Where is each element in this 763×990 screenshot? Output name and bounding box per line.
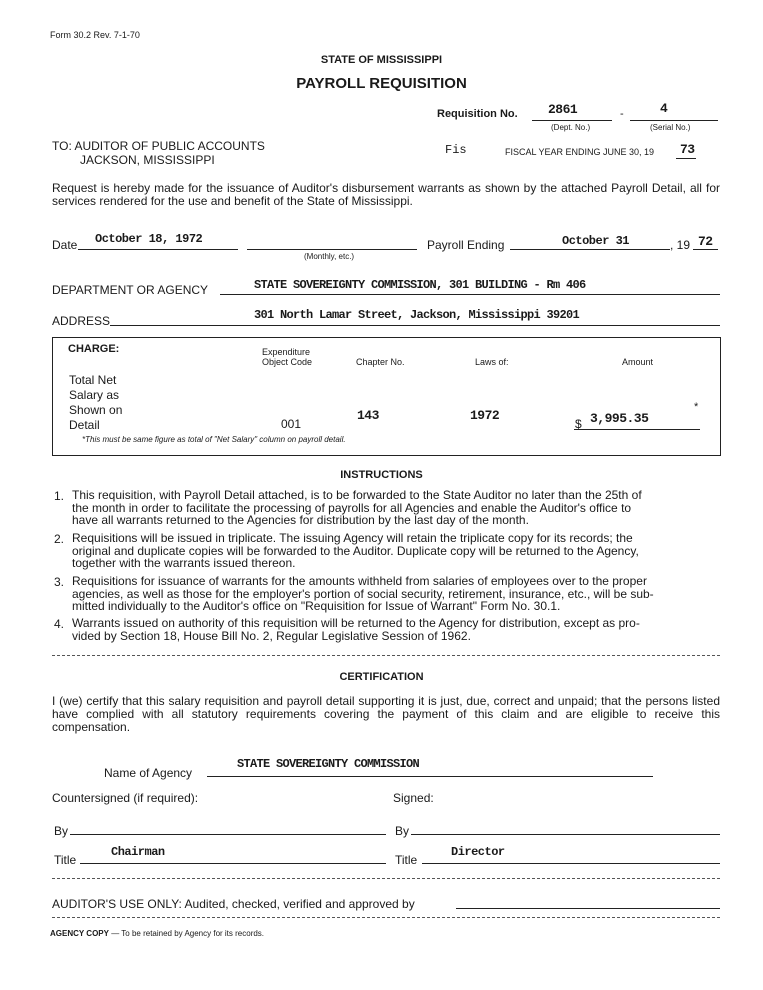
period-line bbox=[247, 249, 417, 250]
left-by-line[interactable] bbox=[70, 834, 386, 835]
auditor-use-label: AUDITOR'S USE ONLY: Audited, checked, verified and approved by bbox=[52, 897, 415, 911]
left-title-line bbox=[80, 863, 386, 864]
address-label: ADDRESS bbox=[52, 314, 111, 328]
left-title-value[interactable]: Chairman bbox=[111, 845, 165, 859]
serial-no-line bbox=[630, 120, 718, 121]
requisition-label: Requisition No. bbox=[437, 108, 518, 120]
certification-divider bbox=[52, 878, 720, 879]
instruction-1 bbox=[72, 489, 720, 527]
payroll-ending-label: Payroll Ending bbox=[427, 238, 505, 252]
dollar-sign: $ bbox=[575, 417, 582, 431]
amount-line bbox=[574, 429, 700, 430]
fis-text: Fis bbox=[445, 143, 467, 157]
instruction-2-line-1: Requisitions will be issued in triplicate. The issuing Agency will retain the triplicate copy for its records; the bbox=[72, 531, 633, 545]
row-label-3: Shown on bbox=[69, 403, 123, 417]
serial-no-value[interactable]: 4 bbox=[660, 101, 668, 116]
dept-no-caption: (Dept. No.) bbox=[551, 123, 591, 132]
department-line bbox=[220, 294, 720, 295]
instruction-3-line-2: agencies, as well as those for the employer's portion of social security, retirement, insurance, etc., will be sub- bbox=[72, 586, 654, 601]
fiscal-year-label: FISCAL YEAR ENDING JUNE 30, 19 bbox=[505, 147, 655, 157]
instruction-2-line-3: together with the warrants issued thereon. bbox=[72, 556, 296, 571]
auditor-divider bbox=[52, 917, 720, 918]
instruction-2-line-2: original and duplicate copies will be forwarded to the Auditor. Duplicate copy will be returned to the Agency, bbox=[72, 543, 639, 558]
serial-no-caption: (Serial No.) bbox=[650, 123, 691, 132]
instructions-divider bbox=[52, 655, 720, 656]
department-value[interactable]: STATE SOVEREIGNTY COMMISSION, 301 BUILDING - Rm 406 bbox=[254, 278, 586, 292]
department-label: DEPARTMENT OR AGENCY bbox=[52, 283, 209, 297]
to-line-2: JACKSON, MISSISSIPPI bbox=[80, 153, 215, 167]
right-by-label: By bbox=[395, 824, 410, 838]
chapter-no-value[interactable]: 143 bbox=[357, 408, 379, 423]
right-by-line[interactable] bbox=[411, 834, 720, 835]
instructions-heading: INSTRUCTIONS bbox=[340, 469, 423, 481]
payroll-year-prefix: , 19 bbox=[670, 238, 691, 252]
row-label-2: Salary as bbox=[69, 388, 120, 402]
form-number: Form 30.2 Rev. 7-1-70 bbox=[50, 30, 140, 40]
agency-copy-note bbox=[50, 929, 264, 938]
right-title-value[interactable]: Director bbox=[451, 845, 505, 859]
instruction-3-number: 3. bbox=[54, 575, 65, 589]
auditor-line[interactable] bbox=[456, 908, 720, 909]
instruction-4 bbox=[72, 617, 720, 642]
instruction-1-number: 1. bbox=[54, 489, 65, 503]
row-label-1: Total Net bbox=[69, 373, 117, 387]
instruction-3 bbox=[72, 575, 720, 613]
countersigned-label: Countersigned (if required): bbox=[52, 791, 199, 805]
signed-label: Signed: bbox=[393, 791, 434, 805]
date-label: Date bbox=[52, 238, 78, 252]
page-title: PAYROLL REQUISITION bbox=[296, 75, 467, 92]
laws-of-value[interactable]: 1972 bbox=[470, 408, 500, 423]
instruction-1-line-3: have all warrants returned to the Agencies for distribution by the last day of the month. bbox=[72, 513, 529, 528]
payroll-year-value[interactable]: 72 bbox=[698, 234, 713, 249]
address-line bbox=[110, 325, 720, 326]
dept-no-line bbox=[532, 120, 612, 121]
fiscal-year-value[interactable]: 73 bbox=[680, 142, 695, 157]
charge-footnote: *This must be same figure as total of "Net Salary" column on payroll detail. bbox=[82, 435, 346, 444]
period-caption: (Monthly, etc.) bbox=[304, 252, 355, 261]
left-by-label: By bbox=[54, 824, 69, 838]
request-text: Request is hereby made for the issuance of Auditor's disbursement warrants as shown by the attached Payroll Detail, all for services rendered for the use and benefit of the State of Mississippi. bbox=[52, 181, 720, 208]
right-title-label: Title bbox=[395, 853, 418, 867]
instruction-2-number: 2. bbox=[54, 532, 65, 546]
agency-copy-bold: AGENCY COPY bbox=[50, 929, 109, 938]
payroll-ending-value[interactable]: October 31 bbox=[562, 234, 630, 248]
agency-name-label: Name of Agency bbox=[104, 766, 193, 780]
certification-heading: CERTIFICATION bbox=[339, 671, 424, 683]
instruction-3-line-3: mitted individually to the Auditor's office on "Requisition for Issue of Warrant" Form No. 30.1. bbox=[72, 599, 561, 614]
instruction-4-number: 4. bbox=[54, 617, 65, 631]
instruction-1-line-1: This requisition, with Payroll Detail attached, is to be forwarded to the State Auditor no later than the 25th of bbox=[72, 488, 642, 502]
right-title-line bbox=[422, 863, 720, 864]
instruction-4-line-2: vided by Section 18, House Bill No. 2, Regular Legislative Session of 1962. bbox=[72, 628, 471, 643]
date-line bbox=[78, 249, 238, 250]
left-title-label: Title bbox=[54, 853, 77, 867]
agency-name-value[interactable]: STATE SOVEREIGNTY COMMISSION bbox=[237, 757, 420, 771]
state-heading: STATE OF MISSISSIPPI bbox=[320, 54, 443, 66]
address-value[interactable]: 301 North Lamar Street, Jackson, Mississippi 39201 bbox=[254, 308, 580, 322]
requisition-dash: - bbox=[620, 108, 624, 120]
col-expenditure-2: Object Code bbox=[262, 357, 313, 367]
row-label-4: Detail bbox=[69, 418, 100, 432]
col-amount: Amount bbox=[622, 357, 654, 367]
payroll-ending-line bbox=[510, 249, 670, 250]
amount-value[interactable]: 3,995.35 bbox=[590, 411, 649, 426]
col-expenditure-1: Expenditure bbox=[262, 347, 311, 357]
dept-no-value[interactable]: 2861 bbox=[548, 102, 578, 117]
agency-copy-text: — To be retained by Agency for its records. bbox=[108, 929, 265, 938]
instruction-1-line-2: the month in order to facilitate the processing of payrolls for all Agencies and enable the Auditor's office to bbox=[72, 500, 632, 515]
to-line-1: TO: AUDITOR OF PUBLIC ACCOUNTS bbox=[52, 139, 265, 153]
object-code-value: 001 bbox=[281, 417, 302, 431]
payroll-year-line bbox=[693, 249, 718, 250]
col-laws: Laws of: bbox=[475, 357, 509, 367]
fiscal-year-line bbox=[676, 158, 696, 159]
agency-name-line bbox=[207, 776, 653, 777]
instruction-4-line-1: Warrants issued on authority of this requisition will be returned to the Agency for distribution, except as pro- bbox=[72, 616, 640, 630]
certification-text: I (we) certify that this salary requisition and payroll detail supporting it is just, due, correct and unpaid; that the persons listed have complied with all statutory requirements covering the payment of this claim and are eligible to receive this compensation. bbox=[52, 694, 720, 734]
charge-heading: CHARGE: bbox=[68, 343, 120, 355]
date-value[interactable]: October 18, 1972 bbox=[95, 232, 203, 246]
col-chapter: Chapter No. bbox=[356, 357, 405, 367]
instruction-3-line-1: Requisitions for issuance of warrants for the amounts withheld from salaries of employees over to the proper bbox=[72, 574, 647, 588]
instruction-2 bbox=[72, 532, 720, 570]
amount-asterisk: * bbox=[694, 401, 699, 413]
